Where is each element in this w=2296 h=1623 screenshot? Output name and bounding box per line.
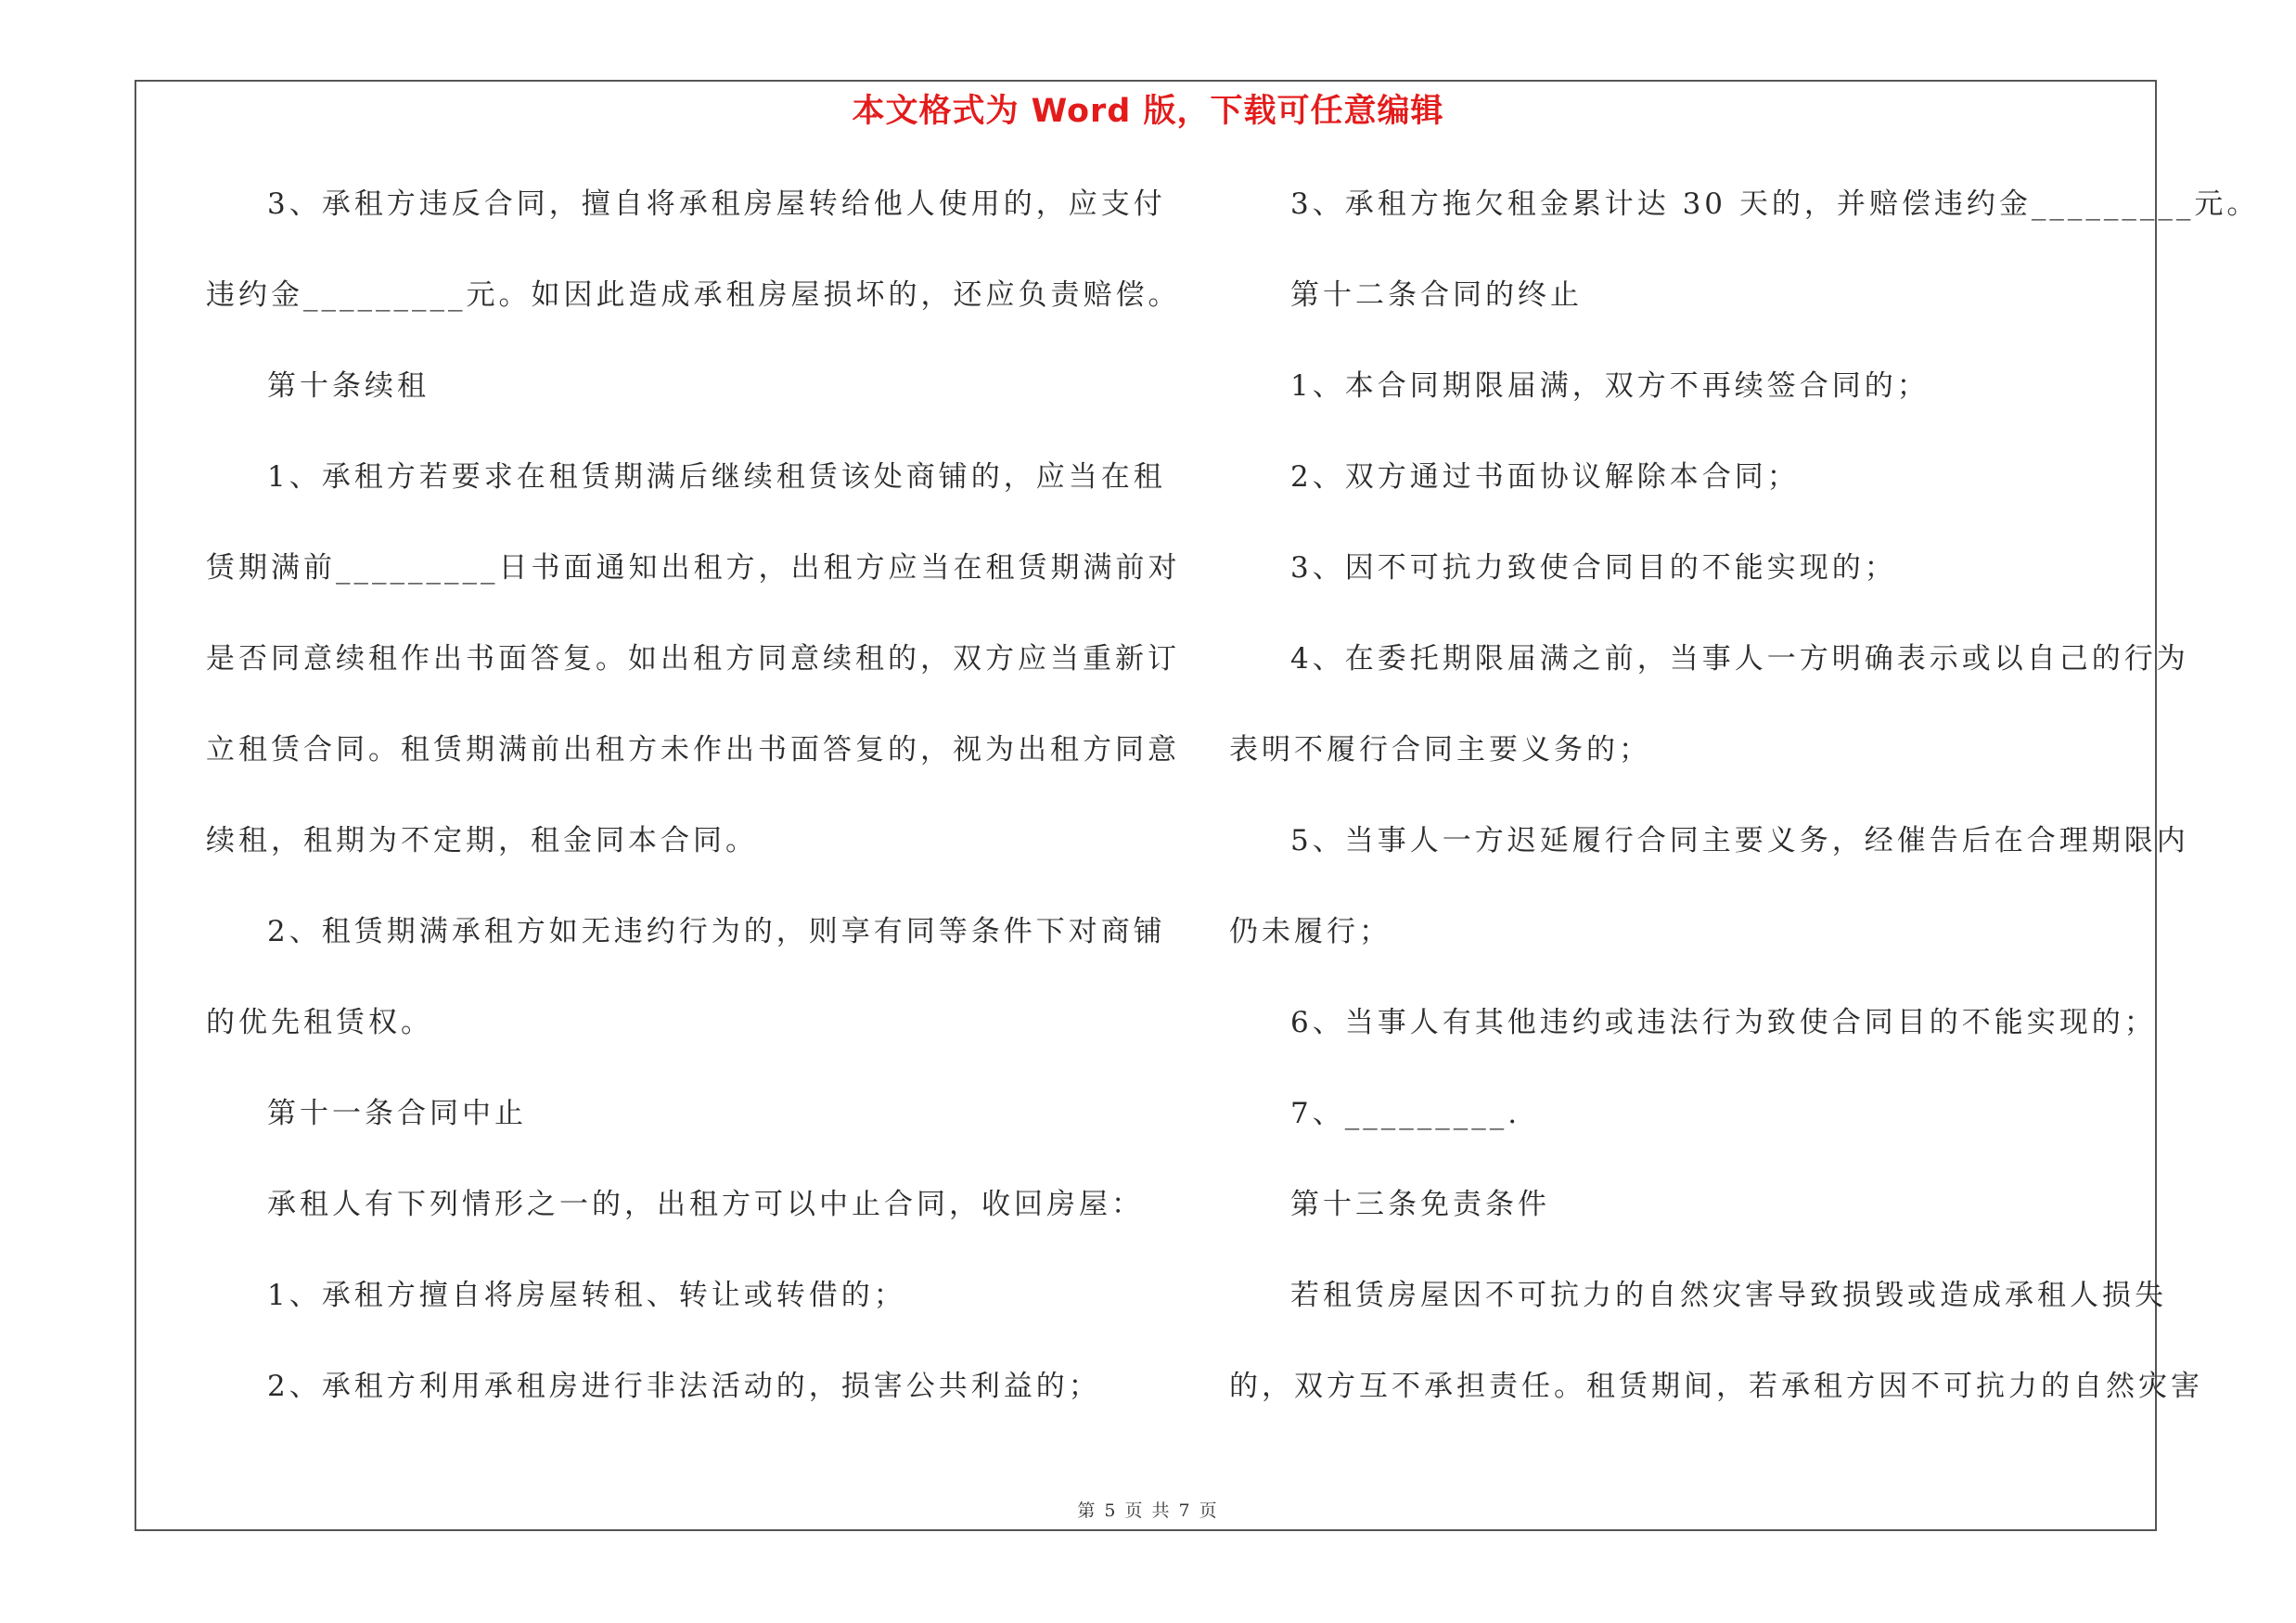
text-line: 2、承租方利用承租房进行非法活动的，损害公共利益的； <box>267 1370 1101 1403</box>
text-line: 2、双方通过书面协议解除本合同； <box>1290 460 1800 494</box>
text-line: 的优先租赁权。 <box>206 1006 433 1039</box>
text-line: 6、当事人有其他违约或违法行为致使合同目的不能实现的； <box>1290 1006 2157 1039</box>
text-line: 表明不履行合同主要义务的； <box>1229 733 1651 766</box>
text-line: 3、承租方拖欠租金累计达 30 天的，并赔偿违约金_________元。 <box>1290 187 2260 221</box>
section-heading: 第十一条合同中止 <box>267 1097 527 1130</box>
text-line: 赁期满前_________日书面通知出租方，出租方应当在租赁期满前对 <box>206 551 1181 585</box>
text-line: 5、当事人一方迟延履行合同主要义务，经催告后在合理期限内 <box>1290 824 2189 857</box>
text-line: 3、因不可抗力致使合同目的不能实现的； <box>1290 551 1897 585</box>
format-banner: 本文格式为 Word 版，下载可任意编辑 <box>852 93 1444 130</box>
text-line: 1、承租方若要求在租赁期满后继续租赁该处商铺的，应当在租 <box>267 460 1166 494</box>
page-number: 第 5 页 共 7 页 <box>1077 1501 1219 1521</box>
section-heading: 第十二条合同的终止 <box>1290 278 1583 312</box>
text-line: 违约金_________元。如因此造成承租房屋损坏的，还应负责赔偿。 <box>206 278 1181 312</box>
text-line: 续租，租期为不定期，租金同本合同。 <box>206 824 758 857</box>
text-line: 1、承租方擅自将房屋转租、转让或转借的； <box>267 1279 906 1312</box>
text-line: 第十条续租 <box>267 369 430 403</box>
text-line: 1、本合同期限届满，双方不再续签合同的； <box>1290 369 1930 403</box>
text-line: 3、承租方违反合同，擅自将承租房屋转给他人使用的，应支付 <box>267 187 1166 221</box>
text-line: 4、在委托期限届满之前，当事人一方明确表示或以自己的行为 <box>1290 642 2189 676</box>
section-heading: 第十三条免责条件 <box>1290 1188 1550 1221</box>
text-line: 7、_________. <box>1290 1097 1521 1130</box>
text-line: 立租赁合同。租赁期满前出租方未作出书面答复的，视为出租方同意 <box>206 733 1180 766</box>
text-line: 承租人有下列情形之一的，出租方可以中止合同，收回房屋： <box>267 1188 1144 1221</box>
text-line: 若租赁房屋因不可抗力的自然灾害导致损毁或造成承租人损失 <box>1290 1279 2167 1312</box>
text-line: 仍未履行； <box>1229 915 1392 948</box>
text-line: 是否同意续租作出书面答复。如出租方同意续租的，双方应当重新订 <box>206 642 1180 676</box>
text-line: 2、租赁期满承租方如无违约行为的，则享有同等条件下对商铺 <box>267 915 1166 948</box>
text-line: 的，双方互不承担责任。租赁期间，若承租方因不可抗力的自然灾害 <box>1229 1370 2203 1403</box>
